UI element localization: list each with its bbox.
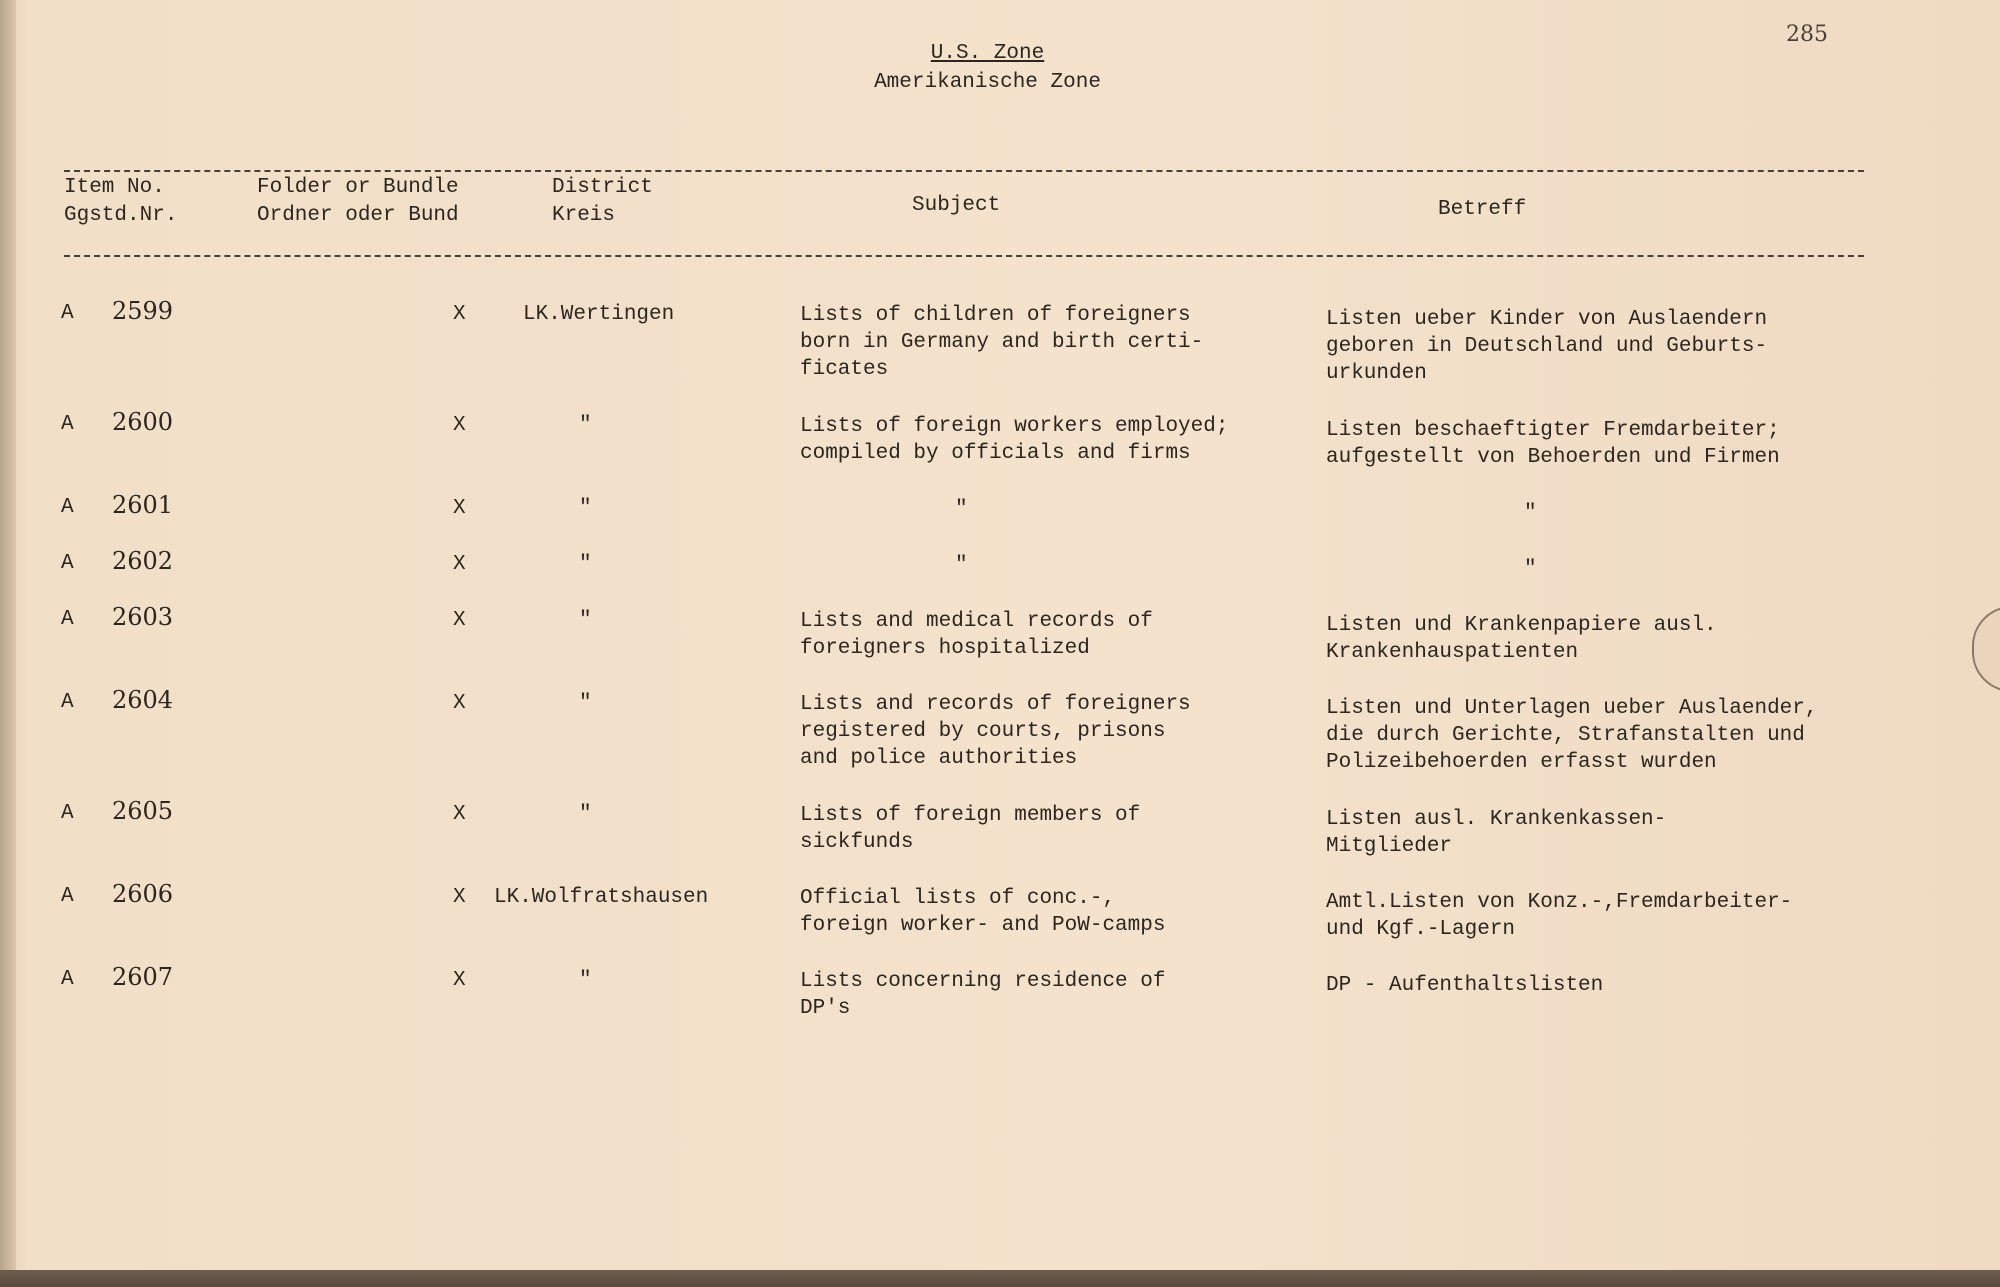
folder-mark: X (453, 553, 466, 576)
betreff-line: und Kgf.-Lagern (1326, 918, 1516, 941)
betreff-line: urkunden (1326, 362, 1427, 385)
folder-mark: X (453, 803, 466, 826)
betreff-line: Listen beschaeftigter Fremdarbeiter; (1326, 419, 1780, 442)
header-subject: Subject (912, 194, 1001, 217)
item-number: 2604 (112, 686, 174, 714)
betreff-line: Listen ausl. Krankenkassen- (1326, 808, 1667, 831)
item-prefix: A (61, 608, 74, 631)
zone-subtitle: Amerikanische Zone (874, 71, 1101, 94)
item-prefix: A (61, 885, 74, 908)
subject-line: registered by courts, prisons (800, 720, 1166, 743)
header-item-en: Item No. (64, 176, 165, 199)
betreff-line: aufgestellt von Behoerden und Firmen (1326, 446, 1780, 469)
folder-mark: X (453, 497, 466, 520)
header-item-no (64, 174, 177, 230)
betreff-line: Polizeibehoerden erfasst wurden (1326, 751, 1717, 774)
header-betreff: Betreff (1438, 198, 1527, 221)
header-item-de: Ggstd.Nr. (64, 204, 178, 227)
item-number: 2607 (112, 963, 174, 991)
subject-line: Lists of foreign members of (800, 804, 1141, 827)
district-cell: " (579, 553, 592, 576)
subject-line: and police authorities (800, 747, 1078, 770)
header-district-en: District (552, 176, 653, 199)
betreff-line: DP - Aufenthaltslisten (1326, 974, 1604, 997)
betreff-line: " (1524, 558, 1537, 581)
page-binding (0, 0, 16, 1270)
header-district-de: Kreis (552, 204, 616, 227)
item-prefix: A (61, 802, 74, 825)
item-prefix: A (61, 413, 74, 436)
item-number: 2599 (112, 297, 174, 325)
folder-mark: X (453, 886, 466, 909)
folder-mark: X (453, 414, 466, 437)
betreff-line: " (1524, 502, 1537, 525)
subject-line: Lists and medical records of (800, 610, 1153, 633)
item-prefix: A (61, 496, 74, 519)
header-top-rule (64, 170, 1864, 172)
folder-mark: X (453, 969, 466, 992)
betreff-line: Listen und Unterlagen ueber Auslaender, (1326, 697, 1818, 720)
betreff-line: geboren in Deutschland und Geburts- (1326, 335, 1768, 358)
betreff-line: die durch Gerichte, Strafanstalten und (1326, 724, 1805, 747)
header-bottom-rule (64, 255, 1864, 257)
subject-line: Official lists of conc.-, (800, 887, 1116, 910)
item-prefix: A (61, 691, 74, 714)
item-number: 2603 (112, 603, 174, 631)
page-number: 285 (1786, 22, 1828, 47)
district-cell: " (579, 497, 592, 520)
subject-line: born in Germany and birth certi- (800, 331, 1204, 354)
district-cell: " (579, 609, 592, 632)
header-folder (257, 174, 459, 230)
item-number: 2606 (112, 880, 174, 908)
betreff-line: Listen ueber Kinder von Auslaendern (1326, 308, 1768, 331)
district-cell: " (579, 969, 592, 992)
item-prefix: A (61, 968, 74, 991)
index-tab-notch (1972, 606, 2000, 692)
subject-line: Lists concerning residence of (800, 970, 1166, 993)
district-cell: " (579, 692, 592, 715)
betreff-line: Mitglieder (1326, 835, 1453, 858)
subject-line: foreigners hospitalized (800, 637, 1090, 660)
district-cell: LK.Wertingen (523, 303, 675, 326)
subject-line: " (955, 498, 968, 521)
subject-line: Lists of children of foreigners (800, 304, 1191, 327)
subject-line: foreign worker- and PoW-camps (800, 914, 1166, 937)
header-folder-en: Folder or Bundle (257, 176, 459, 199)
subject-line: DP's (800, 997, 851, 1020)
item-number: 2601 (112, 491, 174, 519)
folder-mark: X (453, 303, 466, 326)
item-number: 2600 (112, 408, 174, 436)
subject-line: ficates (800, 358, 889, 381)
folder-mark: X (453, 609, 466, 632)
item-number: 2602 (112, 547, 174, 575)
folder-mark: X (453, 692, 466, 715)
subject-line: " (955, 554, 968, 577)
item-number: 2605 (112, 797, 174, 825)
district-cell: " (579, 803, 592, 826)
betreff-line: Amtl.Listen von Konz.-,Fremdarbeiter- (1326, 891, 1793, 914)
header-folder-de: Ordner oder Bund (257, 204, 459, 227)
subject-line: sickfunds (800, 831, 914, 854)
header-district (552, 174, 653, 230)
betreff-line: Krankenhauspatienten (1326, 641, 1579, 664)
subject-line: Lists of foreign workers employed; (800, 415, 1229, 438)
betreff-line: Listen und Krankenpapiere ausl. (1326, 614, 1717, 637)
book-edge (0, 1270, 2000, 1287)
subject-line: compiled by officials and firms (800, 442, 1191, 465)
item-prefix: A (61, 552, 74, 575)
subject-line: Lists and records of foreigners (800, 693, 1191, 716)
district-cell: " (579, 414, 592, 437)
item-prefix: A (61, 302, 74, 325)
district-cell: LK.Wolfratshausen (494, 886, 709, 909)
zone-title: U.S. Zone (930, 42, 1045, 65)
